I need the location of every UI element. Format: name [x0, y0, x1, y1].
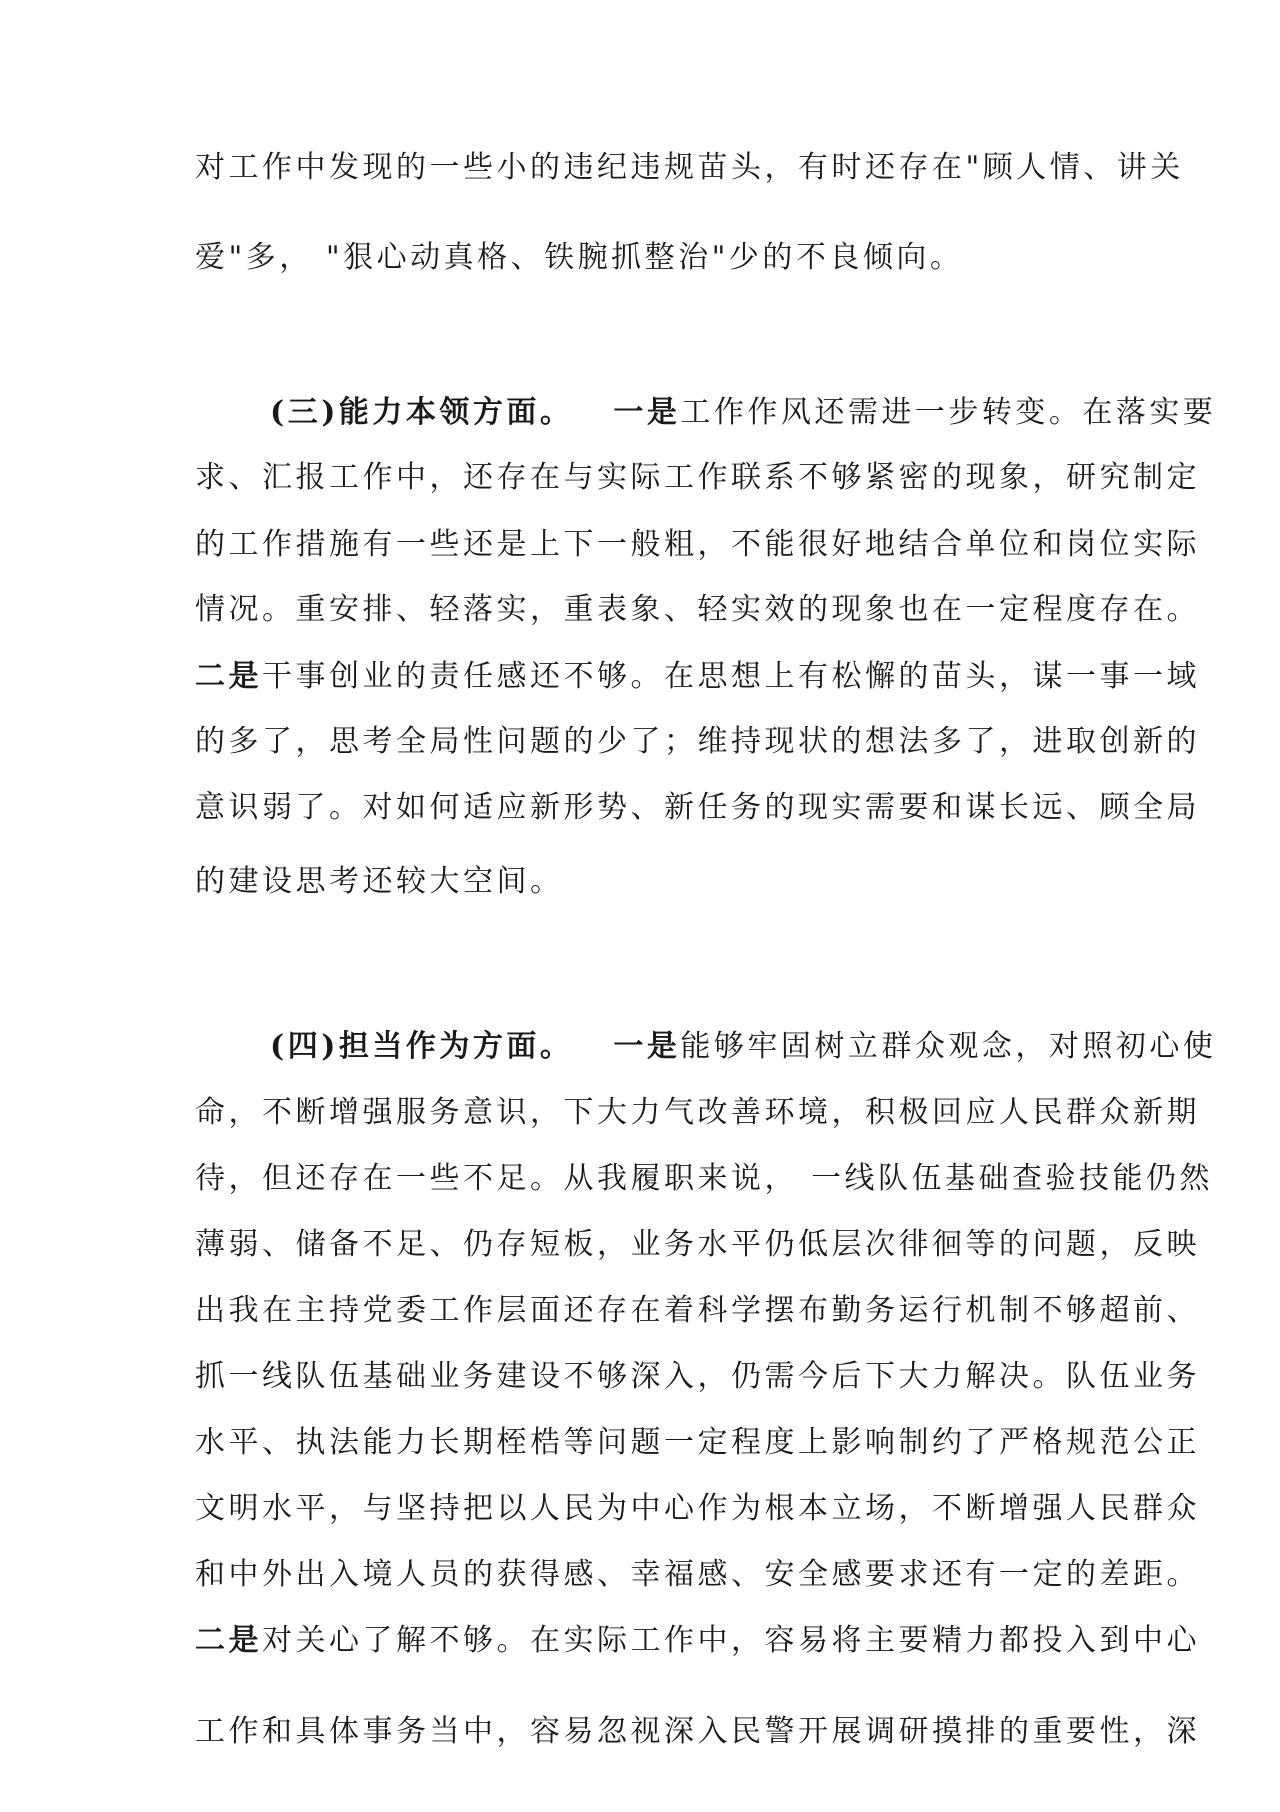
text-line: 的工作措施有一些还是上下一般粗，不能很好地结合单位和岗位实际: [195, 527, 1200, 562]
text-span: 能够牢固树立群众观念，对照初心使: [680, 1029, 1217, 1064]
paragraph-heading-line: [270, 1027, 1217, 1067]
text-line: 情况。重安排、轻落实，重表象、轻实效的现象也在一定程度存在。: [195, 592, 1200, 627]
text-line: 的多了，思考全局性问题的少了；维持现状的想法多了，进取创新的: [195, 724, 1200, 759]
lead-marker: 一是: [613, 395, 681, 430]
text-line: 对工作中发现的一些小的违纪违规苗头，有时还存在"顾人情、讲关: [195, 150, 1184, 185]
lead-marker: 一是: [613, 1029, 681, 1064]
text-line: 待，但还存在一些不足。从我履职来说， 一线队伍基础查验技能仍然: [195, 1161, 1214, 1196]
text-line: 薄弱、储备不足、仍存短板，业务水平仍低层次徘徊等的问题，反映: [195, 1227, 1200, 1262]
text-line: [195, 1621, 1200, 1661]
text-line: 爱"多， "狠心动真格、铁腕抓整治"少的不良倾向。: [195, 240, 964, 275]
text-line: 水平、执法能力长期桎梏等问题一定程度上影响制约了严格规范公正: [195, 1425, 1200, 1460]
section-heading: (四)担当作为方面。: [270, 1029, 574, 1064]
text-line: 工作和具体事务当中，容易忽视深入民警开展调研摸排的重要性，深: [195, 1714, 1200, 1749]
text-line: 的建设思考还较大空间。: [195, 864, 564, 899]
text-line: 求、汇报工作中，还存在与实际工作联系不够紧密的现象，研究制定: [195, 460, 1200, 495]
lead-marker: 二是: [195, 659, 262, 694]
text-line: 文明水平，与坚持把以人民为中心作为根本立场，不断增强人民群众: [195, 1491, 1200, 1526]
lead-marker: 二是: [195, 1623, 262, 1658]
text-span: 工作作风还需进一步转变。在落实要: [680, 395, 1217, 430]
paragraph-heading-line: [270, 393, 1217, 433]
text-line: 意识弱了。对如何适应新形势、新任务的现实需要和谋长远、顾全局: [195, 790, 1200, 825]
text-line: 命，不断增强服务意识，下大力气改善环境，积极回应人民群众新期: [195, 1095, 1200, 1130]
text-span: 对关心了解不够。在实际工作中，容易将主要精力都投入到中心: [262, 1623, 1200, 1658]
section-heading: (三)能力本领方面。: [270, 395, 574, 430]
text-line: 和中外出入境人员的获得感、幸福感、安全感要求还有一定的差距。: [195, 1557, 1200, 1592]
text-line: [195, 657, 1200, 697]
text-line: 抓一线队伍基础业务建设不够深入，仍需今后下大力解决。队伍业务: [195, 1359, 1200, 1394]
text-span: 干事创业的责任感还不够。在思想上有松懈的苗头，谋一事一域: [262, 659, 1200, 694]
text-line: 出我在主持党委工作层面还存在着科学摆布勤务运行机制不够超前、: [195, 1293, 1200, 1328]
